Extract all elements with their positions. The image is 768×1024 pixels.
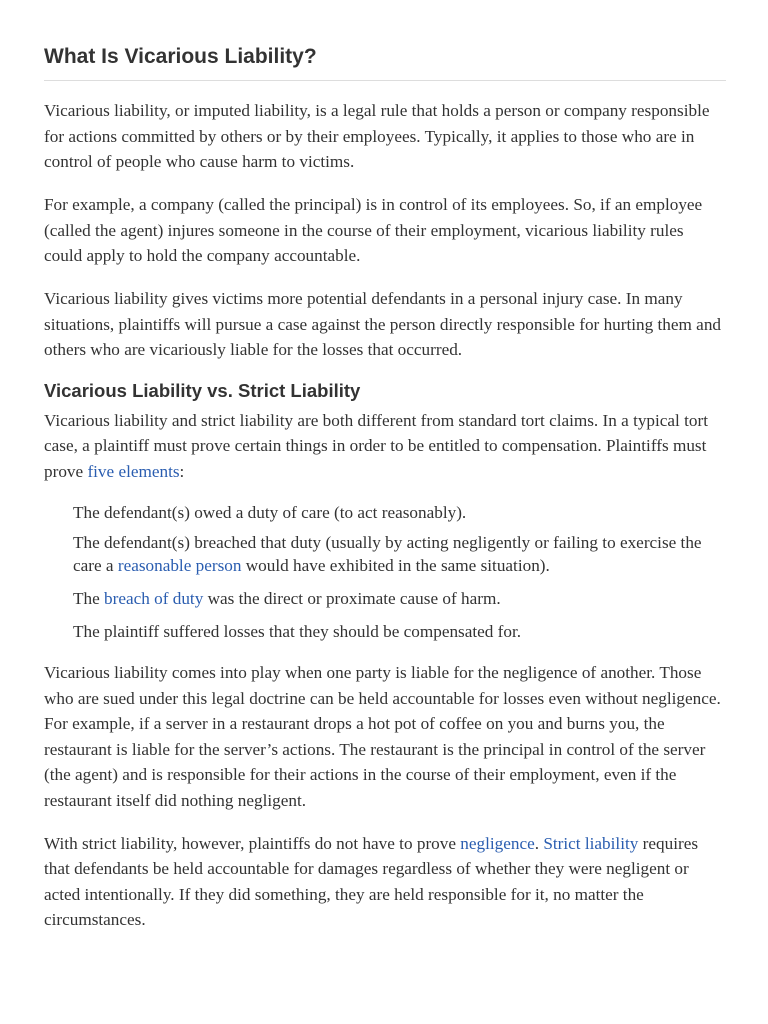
elements-list bbox=[44, 501, 726, 644]
list-item-text: The bbox=[73, 589, 105, 608]
five-elements-link[interactable]: five elements bbox=[87, 461, 180, 481]
paragraph-example: For example, a company (called the principal) is in control of its employees. So, if an employee (called the agent) injures someone in the course of their employment, vicarious liability rules could apply to hold the company accountable. bbox=[44, 195, 703, 265]
list-item: The plaintiff suffered losses that they should be compensated for. bbox=[73, 622, 522, 641]
list-item bbox=[73, 531, 726, 578]
list-item-text: would have exhibited in the same situation). bbox=[241, 556, 550, 575]
negligence-link[interactable]: negligence bbox=[460, 833, 535, 853]
title-divider bbox=[44, 80, 726, 81]
list-item bbox=[73, 587, 726, 611]
paragraph-intro: Vicarious liability, or imputed liability, is a legal rule that holds a person or company responsible for actions committed by others or by their employees. Typically, it applies to those who are in control of people who cause harm to victims. bbox=[44, 101, 710, 171]
list-item: The defendant(s) owed a duty of care (to act reasonably). bbox=[73, 503, 467, 522]
section-heading: Vicarious Liability vs. Strict Liability bbox=[44, 379, 361, 401]
paragraph-strict-liability bbox=[44, 831, 726, 933]
paragraph-strict-separator: . bbox=[534, 833, 544, 853]
paragraph-negligence: Vicarious liability comes into play when one party is liable for the negligence of another. Those who are sued under this legal doctrine can be held accountable for losses even without negligence. For example, if a server in a restaurant drops a hot pot of coffee on you and burns you, the restaurant is liable for the server’s actions. The restaurant is the principal in control of the server (the agent) and is responsible for their actions in the course of their employment, even if the restaurant itself did nothing negligent. bbox=[44, 663, 721, 810]
paragraph-strict-text: With strict liability, however, plaintiffs do not have to prove bbox=[44, 833, 461, 853]
paragraph-tort-text: Vicarious liability and strict liability are both different from standard tort claims. In a typical tort case, a plaintiff must prove certain things in order to be entitled to compensation. Plaintiffs must prove bbox=[44, 410, 709, 481]
paragraph-defendants: Vicarious liability gives victims more potential defendants in a personal injury case. In many situations, plaintiffs will pursue a case against the person directly responsible for hurting them and others who are vicariously liable for the losses that occurred. bbox=[44, 289, 722, 359]
reasonable-person-link[interactable]: reasonable person bbox=[117, 556, 242, 575]
list-item-text: was the direct or proximate cause of harm. bbox=[203, 589, 501, 608]
article bbox=[44, 0, 726, 933]
paragraph-strict-rest: requires that defendants be held accountable for damages regardless of whether they were negligent or acted intentionally. If they did something, they are held responsible for it, no matter the circumstances. bbox=[44, 833, 699, 929]
strict-liability-link[interactable]: Strict liability bbox=[543, 833, 639, 853]
paragraph-tort bbox=[44, 408, 726, 485]
breach-of-duty-link[interactable]: breach of duty bbox=[104, 589, 204, 608]
page-title: What Is Vicarious Liability? bbox=[44, 45, 317, 68]
list-item-text: The defendant(s) breached that duty (usually by acting negligently or failing to exercise the care a bbox=[73, 532, 702, 575]
paragraph-tort-colon: : bbox=[179, 461, 185, 481]
